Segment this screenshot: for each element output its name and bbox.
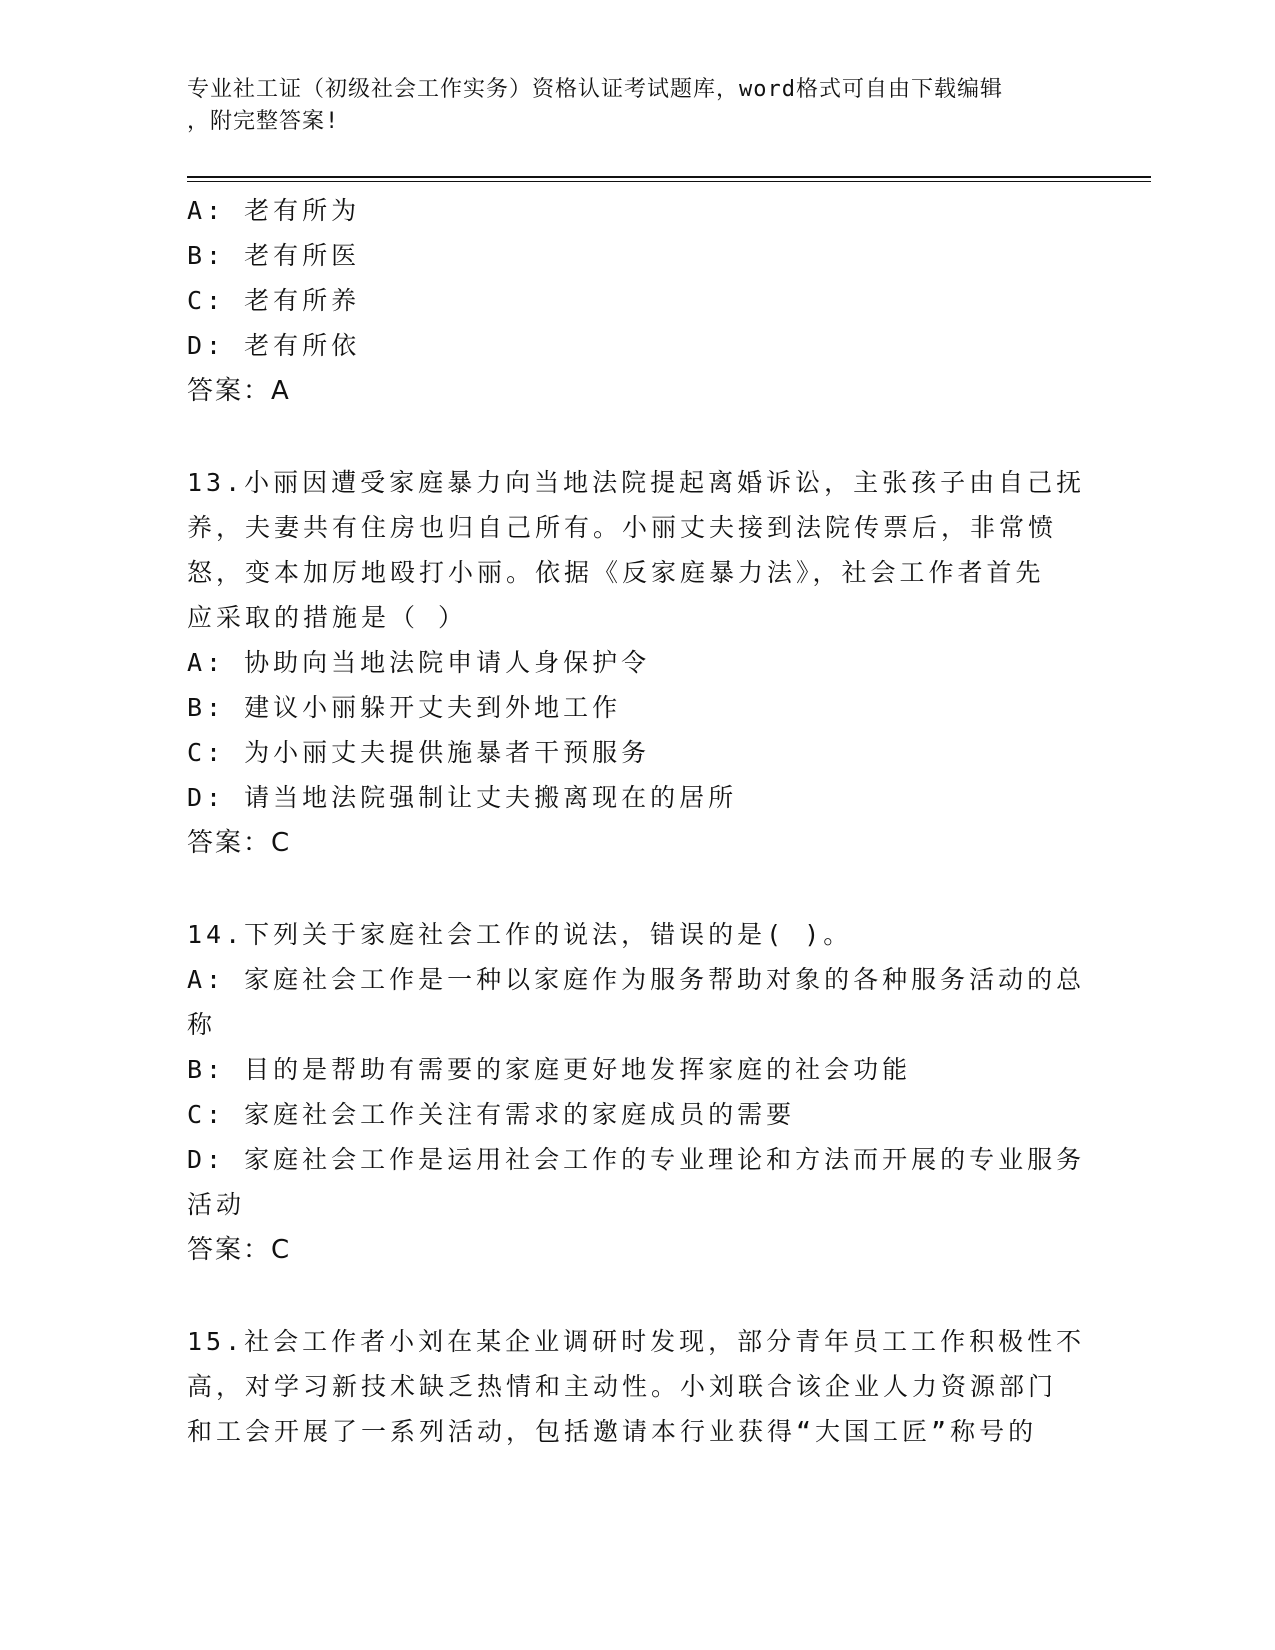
header-line-1: 专业社工证（初级社会工作实务）资格认证考试题库，word格式可自由下载编辑 bbox=[187, 77, 1003, 102]
option-d: D: 家庭社会工作是运用社会工作的专业理论和方法而开展的专业服务 bbox=[187, 1145, 1086, 1174]
option-d: D: 老有所依 bbox=[187, 331, 361, 360]
option-d-continued: 活动 bbox=[187, 1190, 246, 1219]
answer-line: 答案：A bbox=[187, 376, 291, 406]
question-12 bbox=[187, 188, 1087, 414]
option-c: C: 家庭社会工作关注有需求的家庭成员的需要 bbox=[187, 1100, 796, 1129]
option-c: C: 为小丽丈夫提供施暴者干预服务 bbox=[187, 738, 651, 767]
page-header bbox=[187, 74, 1067, 138]
spacer bbox=[187, 866, 1087, 912]
question-stem-line: 和工会开展了一系列活动，包括邀请本行业获得“大国工匠”称号的 bbox=[187, 1417, 1038, 1446]
question-15 bbox=[187, 1319, 1087, 1454]
header-line-2: ，附完整答案! bbox=[187, 109, 340, 134]
question-stem-line: 15.社会工作者小刘在某企业调研时发现，部分青年员工工作积极性不 bbox=[187, 1327, 1086, 1356]
spacer bbox=[187, 1273, 1087, 1319]
question-stem-line: 14.下列关于家庭社会工作的说法，错误的是( )。 bbox=[187, 920, 853, 949]
question-stem-line: 13.小丽因遭受家庭暴力向当地法院提起离婚诉讼，主张孩子由自己抚 bbox=[187, 468, 1086, 497]
question-stem-line: 应采取的措施是（ ） bbox=[187, 603, 468, 632]
answer-line: 答案：C bbox=[187, 828, 292, 858]
question-content bbox=[187, 188, 1087, 1454]
question-stem-line: 高，对学习新技术缺乏热情和主动性。小刘联合该企业人力资源部门 bbox=[187, 1372, 1058, 1401]
option-b: B: 目的是帮助有需要的家庭更好地发挥家庭的社会功能 bbox=[187, 1055, 912, 1084]
option-a: A: 协助向当地法院申请人身保护令 bbox=[187, 648, 651, 677]
option-a: A: 家庭社会工作是一种以家庭作为服务帮助对象的各种服务活动的总 bbox=[187, 965, 1086, 994]
option-a: A: 老有所为 bbox=[187, 196, 361, 225]
question-stem-line: 怒，变本加厉地殴打小丽。依据《反家庭暴力法》，社会工作者首先 bbox=[187, 558, 1045, 587]
answer-line: 答案：C bbox=[187, 1235, 292, 1265]
header-divider-thin bbox=[187, 181, 1151, 182]
option-d: D: 请当地法院强制让丈夫搬离现在的居所 bbox=[187, 783, 738, 812]
option-a-continued: 称 bbox=[187, 1010, 217, 1039]
option-c: C: 老有所养 bbox=[187, 286, 361, 315]
question-14 bbox=[187, 912, 1087, 1273]
option-b: B: 建议小丽躲开丈夫到外地工作 bbox=[187, 693, 622, 722]
header-divider-thick bbox=[187, 176, 1151, 178]
question-13 bbox=[187, 460, 1087, 866]
option-b: B: 老有所医 bbox=[187, 241, 361, 270]
question-stem-line: 养，夫妻共有住房也归自己所有。小丽丈夫接到法院传票后，非常愤 bbox=[187, 513, 1058, 542]
spacer bbox=[187, 414, 1087, 460]
